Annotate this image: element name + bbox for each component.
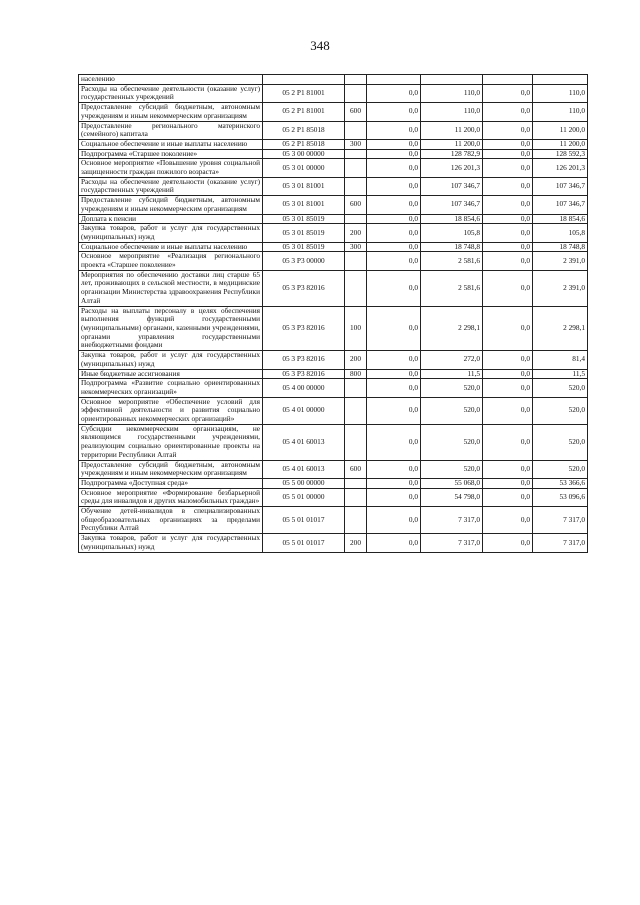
row-value-cell: 110,0 xyxy=(421,103,483,121)
row-code-cell: 05 2 P1 81001 xyxy=(263,103,345,121)
row-value-cell: 126 201,3 xyxy=(421,159,483,177)
row-value-cell: 0,0 xyxy=(483,196,533,214)
row-value-cell: 0,0 xyxy=(483,84,533,102)
table-row xyxy=(79,460,588,478)
row-value-cell xyxy=(483,75,533,85)
row-value-cell: 128 782,9 xyxy=(421,149,483,159)
row-expense-type-cell xyxy=(345,397,367,424)
row-value-cell: 0,0 xyxy=(367,424,421,460)
row-code-cell: 05 5 01 01017 xyxy=(263,534,345,552)
row-value-cell: 0,0 xyxy=(367,397,421,424)
row-value-cell: 0,0 xyxy=(367,351,421,369)
table-row xyxy=(79,139,588,149)
row-value-cell: 0,0 xyxy=(367,534,421,552)
row-value-cell: 2 581,6 xyxy=(421,270,483,306)
row-value-cell: 520,0 xyxy=(421,379,483,397)
row-value-cell: 520,0 xyxy=(533,424,588,460)
row-value-cell: 0,0 xyxy=(483,103,533,121)
row-name-cell: Подпрограмма «Старшее поколение» xyxy=(79,149,263,159)
table-row xyxy=(79,507,588,534)
row-expense-type-cell: 600 xyxy=(345,103,367,121)
row-value-cell: 2 581,6 xyxy=(421,252,483,270)
row-expense-type-cell: 200 xyxy=(345,224,367,242)
row-value-cell: 0,0 xyxy=(367,252,421,270)
row-name-cell: Закупка товаров, работ и услуг для государственных (муниципальных) нужд xyxy=(79,351,263,369)
row-value-cell: 0,0 xyxy=(367,507,421,534)
row-value-cell: 110,0 xyxy=(533,84,588,102)
row-value-cell: 55 068,0 xyxy=(421,478,483,488)
row-name-cell: Расходы на выплаты персоналу в целях обеспечения выполнения функций государственными (муниципальными) органами, казенными учреждениями, органами управления государственными внебюджетными фондами xyxy=(79,306,263,351)
row-value-cell: 0,0 xyxy=(483,224,533,242)
row-code-cell: 05 2 P1 85018 xyxy=(263,121,345,139)
row-value-cell: 0,0 xyxy=(483,177,533,195)
row-name-cell: Предоставление регионального материнского (семейного) капитала xyxy=(79,121,263,139)
row-code-cell: 05 3 01 81001 xyxy=(263,177,345,195)
row-name-cell: Мероприятия по обеспечению доставки лиц старше 65 лет, проживающих в сельской местности, в медицинские организации Министерства здравоохранения Республики Алтай xyxy=(79,270,263,306)
row-value-cell: 0,0 xyxy=(483,369,533,379)
row-expense-type-cell: 100 xyxy=(345,306,367,351)
row-code-cell: 05 3 01 81001 xyxy=(263,196,345,214)
row-value-cell: 0,0 xyxy=(367,270,421,306)
row-value-cell: 107 346,7 xyxy=(533,196,588,214)
row-value-cell: 0,0 xyxy=(367,196,421,214)
row-value-cell: 7 317,0 xyxy=(421,534,483,552)
row-expense-type-cell: 600 xyxy=(345,196,367,214)
row-name-cell: Социальное обеспечение и иные выплаты населению xyxy=(79,242,263,252)
table-row xyxy=(79,488,588,506)
row-name-cell: Расходы на обеспечение деятельности (оказание услуг) государственных учреждений xyxy=(79,177,263,195)
row-value-cell: 54 798,0 xyxy=(421,488,483,506)
row-value-cell: 0,0 xyxy=(483,270,533,306)
row-value-cell: 128 592,3 xyxy=(533,149,588,159)
row-code-cell: 05 2 P1 85018 xyxy=(263,139,345,149)
row-value-cell: 18 854,6 xyxy=(421,214,483,224)
row-value-cell: 520,0 xyxy=(533,397,588,424)
row-value-cell: 107 346,7 xyxy=(421,177,483,195)
row-value-cell: 105,8 xyxy=(421,224,483,242)
row-value-cell: 0,0 xyxy=(367,379,421,397)
row-value-cell: 0,0 xyxy=(483,242,533,252)
row-value-cell: 81,4 xyxy=(533,351,588,369)
row-value-cell: 0,0 xyxy=(367,306,421,351)
row-value-cell: 7 317,0 xyxy=(421,507,483,534)
row-value-cell: 0,0 xyxy=(483,214,533,224)
row-code-cell: 05 3 00 00000 xyxy=(263,149,345,159)
row-name-cell: Предоставление субсидий бюджетным, автономным учреждениям и иным некоммерческим организациям xyxy=(79,460,263,478)
table-row xyxy=(79,478,588,488)
row-value-cell: 0,0 xyxy=(483,159,533,177)
row-value-cell: 0,0 xyxy=(483,351,533,369)
table-row xyxy=(79,196,588,214)
row-name-cell: Основное мероприятие «Повышение уровня социальной защищенности граждан пожилого возраста» xyxy=(79,159,263,177)
row-expense-type-cell xyxy=(345,159,367,177)
row-name-cell: Закупка товаров, работ и услуг для государственных (муниципальных) нужд xyxy=(79,224,263,242)
row-expense-type-cell xyxy=(345,149,367,159)
table-row xyxy=(79,159,588,177)
row-value-cell: 107 346,7 xyxy=(533,177,588,195)
table-row xyxy=(79,351,588,369)
row-value-cell: 110,0 xyxy=(421,84,483,102)
row-code-cell: 05 5 01 01017 xyxy=(263,507,345,534)
row-expense-type-cell xyxy=(345,177,367,195)
row-code-cell: 05 3 P3 00000 xyxy=(263,252,345,270)
row-value-cell: 0,0 xyxy=(367,478,421,488)
row-value-cell: 0,0 xyxy=(483,507,533,534)
table-row xyxy=(79,177,588,195)
row-name-cell: Подпрограмма «Доступная среда» xyxy=(79,478,263,488)
row-value-cell: 0,0 xyxy=(483,379,533,397)
table-row xyxy=(79,103,588,121)
row-expense-type-cell: 800 xyxy=(345,369,367,379)
row-name-cell: Основное мероприятие «Реализация регионального проекта «Старшее поколение» xyxy=(79,252,263,270)
row-value-cell: 0,0 xyxy=(367,103,421,121)
row-expense-type-cell: 600 xyxy=(345,460,367,478)
row-name-cell: Обучение детей-инвалидов в специализированных общеобразовательных организациях за пределами Республики Алтай xyxy=(79,507,263,534)
row-value-cell: 0,0 xyxy=(483,306,533,351)
row-code-cell: 05 2 P1 81001 xyxy=(263,84,345,102)
row-code-cell: 05 3 P3 82016 xyxy=(263,270,345,306)
page-number: 348 xyxy=(310,38,330,53)
row-code-cell: 05 3 01 85019 xyxy=(263,224,345,242)
row-value-cell: 0,0 xyxy=(483,121,533,139)
row-expense-type-cell: 200 xyxy=(345,351,367,369)
row-expense-type-cell xyxy=(345,507,367,534)
row-value-cell: 0,0 xyxy=(367,139,421,149)
row-value-cell: 520,0 xyxy=(421,460,483,478)
row-value-cell: 11 200,0 xyxy=(421,121,483,139)
table-row xyxy=(79,75,588,85)
row-value-cell: 0,0 xyxy=(483,149,533,159)
row-code-cell: 05 3 01 85019 xyxy=(263,242,345,252)
row-value-cell: 11 200,0 xyxy=(421,139,483,149)
row-name-cell: Иные бюджетные ассигнования xyxy=(79,369,263,379)
row-expense-type-cell xyxy=(345,488,367,506)
row-value-cell: 2 298,1 xyxy=(533,306,588,351)
row-code-cell: 05 3 P3 82016 xyxy=(263,351,345,369)
row-value-cell: 0,0 xyxy=(483,139,533,149)
row-value-cell: 520,0 xyxy=(421,424,483,460)
table-row xyxy=(79,121,588,139)
row-value-cell: 520,0 xyxy=(533,379,588,397)
row-value-cell: 126 201,3 xyxy=(533,159,588,177)
row-expense-type-cell: 300 xyxy=(345,139,367,149)
row-name-cell: Основное мероприятие «Обеспечение условий для эффективной деятельности и развития социально ориентированных некоммерческих организаций» xyxy=(79,397,263,424)
row-expense-type-cell xyxy=(345,252,367,270)
row-value-cell: 520,0 xyxy=(421,397,483,424)
row-expense-type-cell xyxy=(345,121,367,139)
row-value-cell: 0,0 xyxy=(483,252,533,270)
row-value-cell: 0,0 xyxy=(483,424,533,460)
row-expense-type-cell xyxy=(345,84,367,102)
row-expense-type-cell xyxy=(345,75,367,85)
row-code-cell: 05 3 01 85019 xyxy=(263,214,345,224)
row-value-cell: 0,0 xyxy=(483,397,533,424)
row-expense-type-cell xyxy=(345,270,367,306)
row-value-cell: 110,0 xyxy=(533,103,588,121)
table-row xyxy=(79,224,588,242)
row-code-cell: 05 5 01 00000 xyxy=(263,488,345,506)
row-name-cell: Социальное обеспечение и иные выплаты населению xyxy=(79,139,263,149)
table-row xyxy=(79,270,588,306)
budget-table xyxy=(78,74,588,553)
row-value-cell: 7 317,0 xyxy=(533,534,588,552)
row-value-cell: 0,0 xyxy=(367,224,421,242)
row-value-cell: 0,0 xyxy=(367,121,421,139)
row-value-cell: 0,0 xyxy=(367,159,421,177)
row-name-cell: населению xyxy=(79,75,263,85)
row-code-cell: 05 3 P3 82016 xyxy=(263,306,345,351)
row-name-cell: Подпрограмма «Развитие социально ориентированных некоммерческих организаций» xyxy=(79,379,263,397)
row-value-cell: 2 298,1 xyxy=(421,306,483,351)
row-name-cell: Расходы на обеспечение деятельности (оказание услуг) государственных учреждений xyxy=(79,84,263,102)
row-value-cell: 11 200,0 xyxy=(533,139,588,149)
row-value-cell: 0,0 xyxy=(367,177,421,195)
table-row xyxy=(79,397,588,424)
row-value-cell: 2 391,0 xyxy=(533,270,588,306)
row-value-cell: 18 854,6 xyxy=(533,214,588,224)
row-value-cell: 53 096,6 xyxy=(533,488,588,506)
row-code-cell: 05 4 00 00000 xyxy=(263,379,345,397)
table-row xyxy=(79,306,588,351)
budget-table-body xyxy=(79,75,588,553)
row-value-cell: 0,0 xyxy=(483,460,533,478)
table-row xyxy=(79,379,588,397)
row-expense-type-cell xyxy=(345,478,367,488)
row-value-cell: 7 317,0 xyxy=(533,507,588,534)
row-code-cell: 05 5 00 00000 xyxy=(263,478,345,488)
table-row xyxy=(79,534,588,552)
row-value-cell: 2 391,0 xyxy=(533,252,588,270)
row-value-cell: 0,0 xyxy=(483,478,533,488)
row-value-cell: 53 366,6 xyxy=(533,478,588,488)
row-expense-type-cell xyxy=(345,379,367,397)
row-value-cell: 18 748,8 xyxy=(421,242,483,252)
row-code-cell: 05 4 01 60013 xyxy=(263,460,345,478)
table-row xyxy=(79,424,588,460)
row-value-cell: 11 200,0 xyxy=(533,121,588,139)
table-row xyxy=(79,252,588,270)
row-name-cell: Предоставление субсидий бюджетным, автономным учреждениям и иным некоммерческим организациям xyxy=(79,196,263,214)
row-value-cell: 11,5 xyxy=(421,369,483,379)
row-name-cell: Основное мероприятие «Формирование безбарьерной среды для инвалидов и других маломобильных граждан» xyxy=(79,488,263,506)
row-value-cell xyxy=(367,75,421,85)
row-value-cell: 0,0 xyxy=(367,214,421,224)
row-code-cell xyxy=(263,75,345,85)
row-value-cell: 0,0 xyxy=(367,84,421,102)
row-expense-type-cell xyxy=(345,214,367,224)
row-name-cell: Предоставление субсидий бюджетным, автономным учреждениям и иным некоммерческим организациям xyxy=(79,103,263,121)
row-value-cell: 105,8 xyxy=(533,224,588,242)
row-name-cell: Доплата к пенсии xyxy=(79,214,263,224)
row-code-cell: 05 3 P3 82016 xyxy=(263,369,345,379)
row-value-cell: 272,0 xyxy=(421,351,483,369)
row-name-cell: Закупка товаров, работ и услуг для государственных (муниципальных) нужд xyxy=(79,534,263,552)
row-value-cell: 11,5 xyxy=(533,369,588,379)
row-expense-type-cell: 300 xyxy=(345,242,367,252)
row-value-cell: 0,0 xyxy=(367,149,421,159)
row-value-cell: 0,0 xyxy=(483,488,533,506)
row-value-cell: 0,0 xyxy=(367,242,421,252)
row-expense-type-cell: 200 xyxy=(345,534,367,552)
row-code-cell: 05 4 01 00000 xyxy=(263,397,345,424)
row-value-cell: 0,0 xyxy=(367,369,421,379)
row-code-cell: 05 4 01 60013 xyxy=(263,424,345,460)
row-value-cell: 0,0 xyxy=(367,488,421,506)
row-expense-type-cell xyxy=(345,424,367,460)
row-name-cell: Субсидии некоммерческим организациям, не являющимся государственными учреждениями, реализующим социально ориентированные проекты на территории Республики Алтай xyxy=(79,424,263,460)
row-code-cell: 05 3 01 00000 xyxy=(263,159,345,177)
row-value-cell xyxy=(533,75,588,85)
row-value-cell xyxy=(421,75,483,85)
row-value-cell: 107 346,7 xyxy=(421,196,483,214)
row-value-cell: 18 748,8 xyxy=(533,242,588,252)
table-row xyxy=(79,84,588,102)
row-value-cell: 0,0 xyxy=(367,460,421,478)
row-value-cell: 0,0 xyxy=(483,534,533,552)
row-value-cell: 520,0 xyxy=(533,460,588,478)
